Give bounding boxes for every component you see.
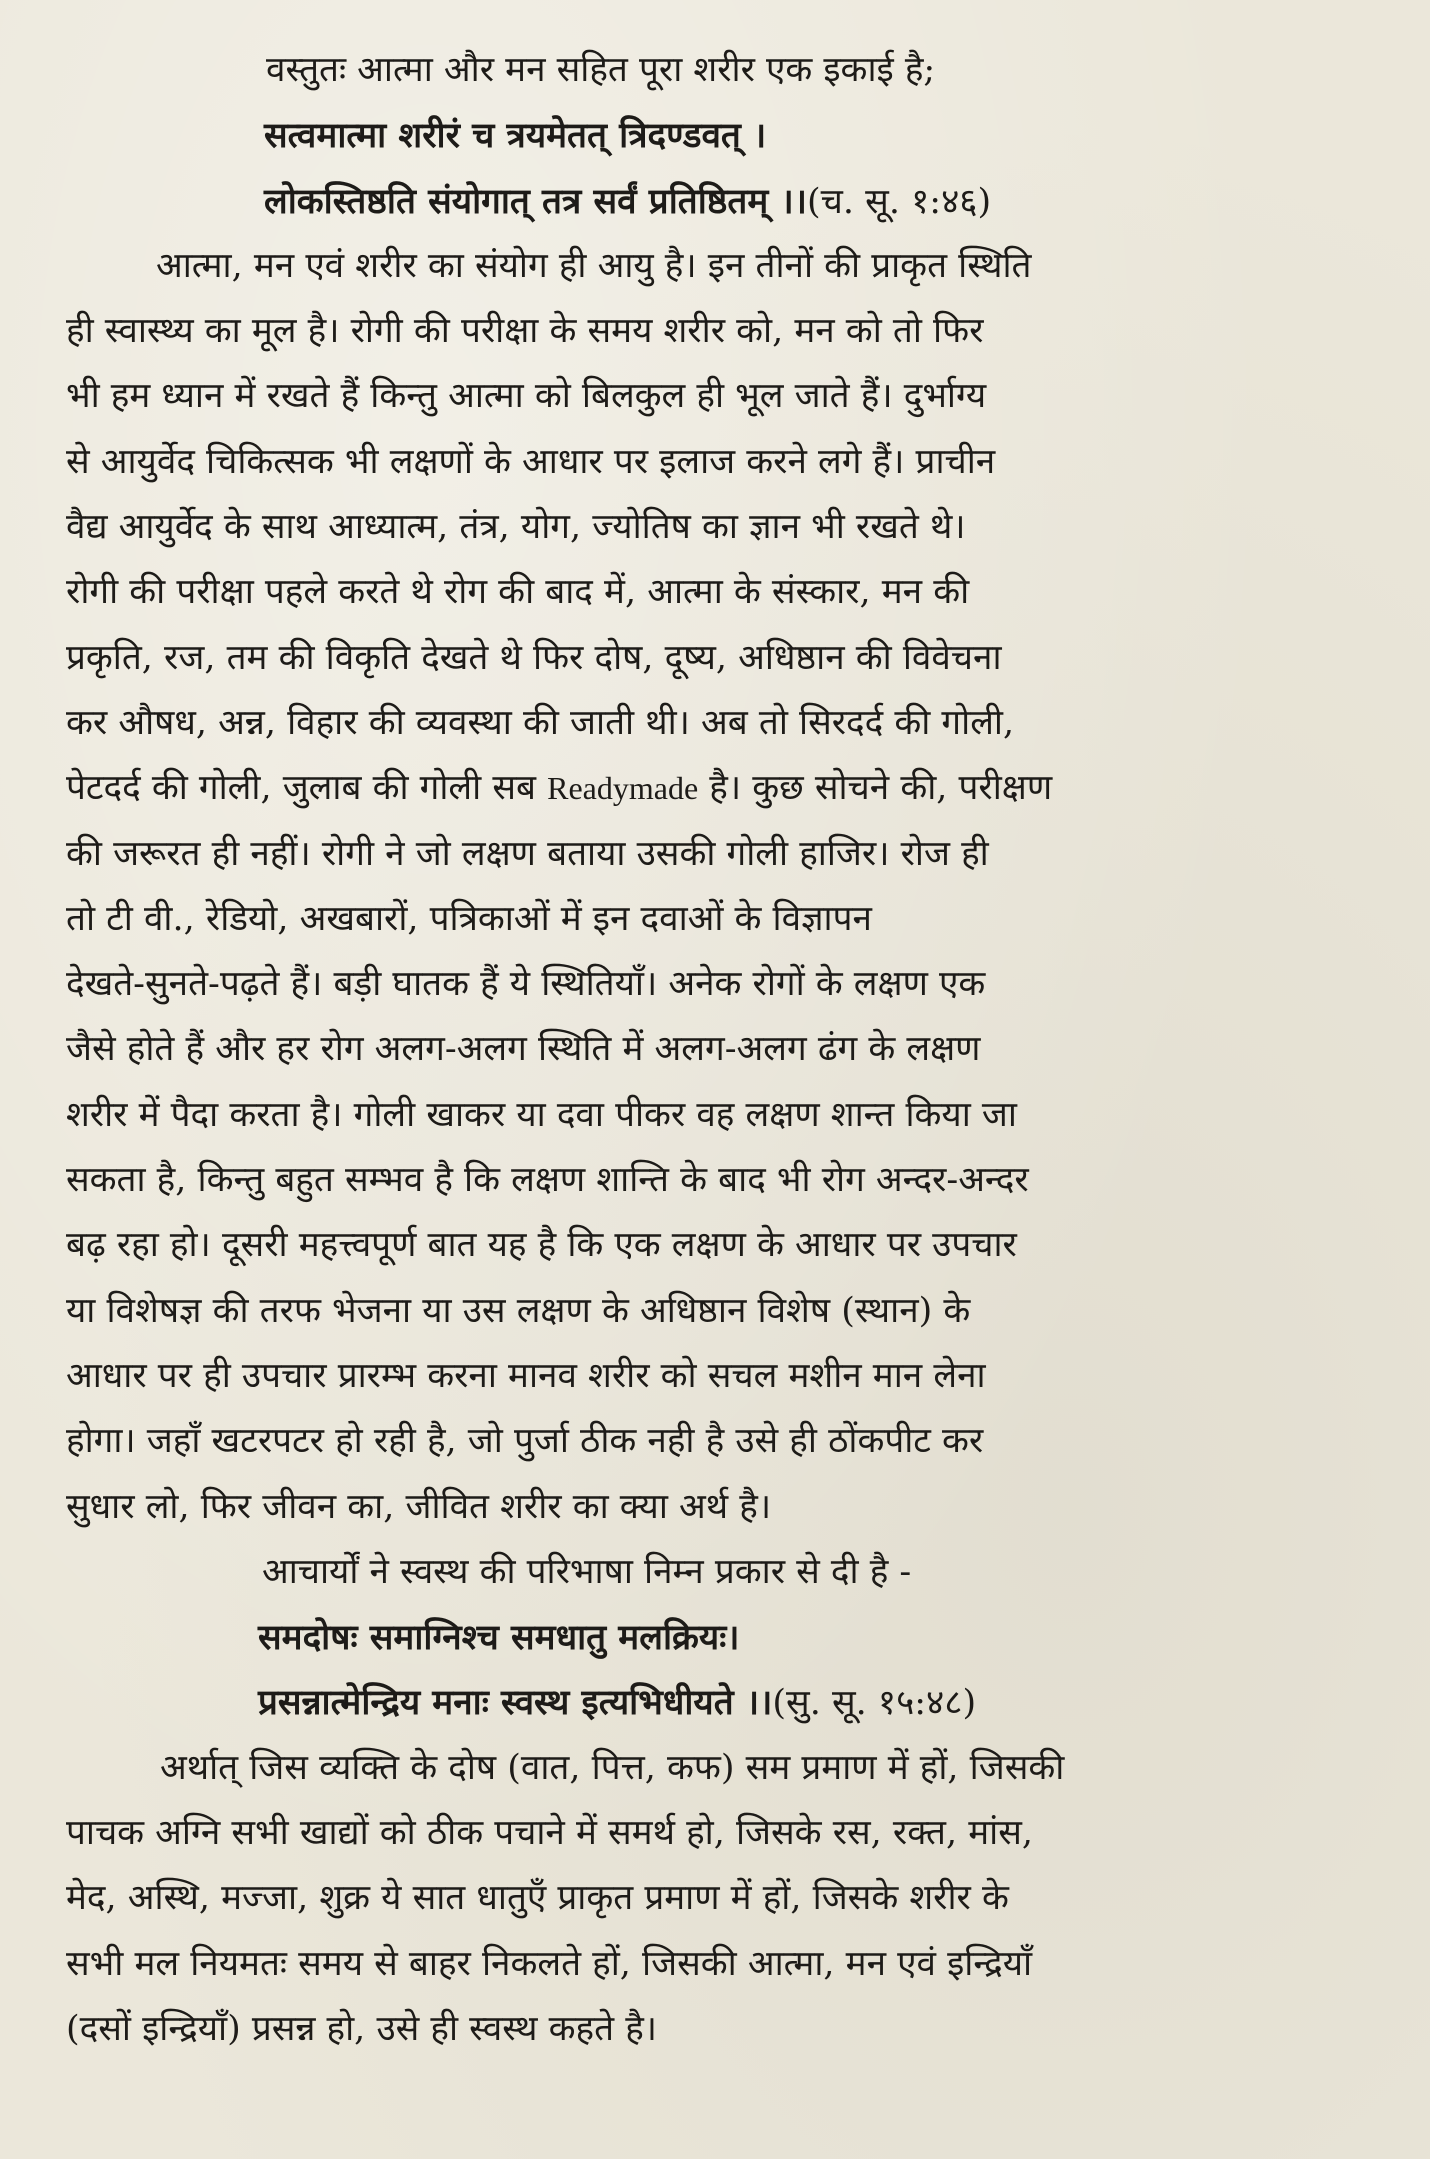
intro-2-line: आचार्यों ने स्वस्थ की परिभाषा निम्न प्रकार से दी है - [262,1551,912,1592]
verse-2-line-1: समदोषः समाग्निश्च समधातु मलक्रियः। [258,1617,740,1659]
readymade-word: Readymade [547,770,699,807]
readymade-line-after: है। कुछ सोचने की, परीक्षण [698,768,1053,809]
paragraph-line: देखते-सुनते-पढ़ते हैं। बड़ी घातक हैं ये स्थितियाँ। अनेक रोगों के लक्षण एक [66,964,986,1005]
verse-1-line-2-text: लोकस्तिष्ठति संयोगात् तत्र सर्वं प्रतिष्ठितम् ।। [264,180,808,222]
intro-line: वस्तुतः आत्मा और मन सहित पूरा शरीर एक इकाई है; [266,50,936,90]
readymade-line-before: पेटदर्द की गोली, जुलाब की गोली सब [66,768,548,809]
paragraph-line: सुधार लो, फिर जीवन का, जीवित शरीर का क्या अर्थ है। [66,1486,772,1527]
paragraph-2 [66,1736,1368,2062]
paragraph-line: ही स्वास्थ्य का मूल है। रोगी की परीक्षा के समय शरीर को, मन को तो फिर [66,311,984,352]
paragraph-line: कर औषध, अन्न, विहार की व्यवस्था की जाती थी। अब तो सिरदर्द की गोली, [66,702,1015,743]
paragraph-line: प्रकृति, रज, तम की विकृति देखते थे फिर दोष, दूष्य, अधिष्ठान की विवेचना [66,637,1002,678]
paragraph-1 [66,234,1368,1540]
paragraph-line: अर्थात् जिस व्यक्ति के दोष (वात, पित्त, कफ) सम प्रमाण में हों, जिसकी [160,1747,1065,1788]
verse-2-reference: (सु. सू. १५:४८) [772,1683,977,1724]
paragraph-line: मेद, अस्थि, मज्जा, शुक्र ये सात धातुएँ प्राकृत प्रमाण में हों, जिसके शरीर के [66,1878,1009,1919]
paragraph-line: बढ़ रहा हो। दूसरी महत्त्वपूर्ण बात यह है कि एक लक्षण के आधार पर उपचार [66,1225,1017,1266]
paragraph-line: आत्मा, मन एवं शरीर का संयोग ही आयु है। इन तीनों की प्राकृत स्थिति [156,245,1032,286]
verse-1-line-2 [66,169,1368,234]
paragraph-line: तो टी वी., रेडियो, अखबारों, पत्रिकाओं में इन दवाओं के विज्ञापन [66,898,872,939]
paragraph-line: आधार पर ही उपचार प्रारम्भ करना मानव शरीर को सचल मशीन मान लेना [66,1355,986,1396]
verse-1-line-1: सत्वमात्मा शरीरं च त्रयमेतत् त्रिदण्डवत् । [264,115,767,157]
paragraph-line: या विशेषज्ञ की तरफ भेजना या उस लक्षण के अधिष्ठान विशेष (स्थान) के [66,1290,971,1331]
paragraph-line: शरीर में पैदा करता है। गोली खाकर या दवा पीकर वह लक्षण शान्त किया जा [66,1094,1017,1135]
paragraph-line: होगा। जहाँ खटरपटर हो रही है, जो पुर्जा ठीक नही है उसे ही ठोंकपीट कर [66,1421,984,1462]
paragraph-line: भी हम ध्यान में रखते हैं किन्तु आत्मा को बिलकुल ही भूल जाते हैं। दुर्भाग्य [66,376,987,417]
paragraph-line: की जरूरत ही नहीं। रोगी ने जो लक्षण बताया उसकी गोली हाजिर। रोज ही [66,833,989,874]
paragraph-line: (दसों इन्द्रियाँ) प्रसन्न हो, उसे ही स्वस्थ कहते है। [66,2008,658,2049]
paragraph-line: सभी मल नियमतः समय से बाहर निकलते हों, जिसकी आत्मा, मन एवं इन्द्रियाँ [66,1943,1033,1984]
paragraph-line: वैद्य आयुर्वेद के साथ आध्यात्म, तंत्र, योग, ज्योतिष का ज्ञान भी रखते थे। [66,507,966,548]
paragraph-line: रोगी की परीक्षा पहले करते थे रोग की बाद में, आत्मा के संस्कार, मन की [66,572,970,613]
paragraph-line-readymade [66,756,1368,821]
paragraph-line: से आयुर्वेद चिकित्सक भी लक्षणों के आधार पर इलाज करने लगे हैं। प्राचीन [66,441,996,482]
verse-2-line-2 [66,1670,1368,1735]
paragraph-line: जैसे होते हैं और हर रोग अलग-अलग स्थिति में अलग-अलग ढंग के लक्षण [66,1029,981,1070]
paragraph-line: सकता है, किन्तु बहुत सम्भव है कि लक्षण शान्ति के बाद भी रोग अन्दर-अन्दर [66,1160,1029,1201]
verse-2-line-2-text: प्रसन्नात्मेन्द्रिय मनाः स्वस्थ इत्यभिधीयते ।। [258,1682,773,1724]
paragraph-line: पाचक अग्नि सभी खाद्यों को ठीक पचाने में समर्थ हो, जिसके रस, रक्त, मांस, [66,1813,1033,1854]
verse-1-reference: (च. सू. १:४६) [807,181,992,222]
